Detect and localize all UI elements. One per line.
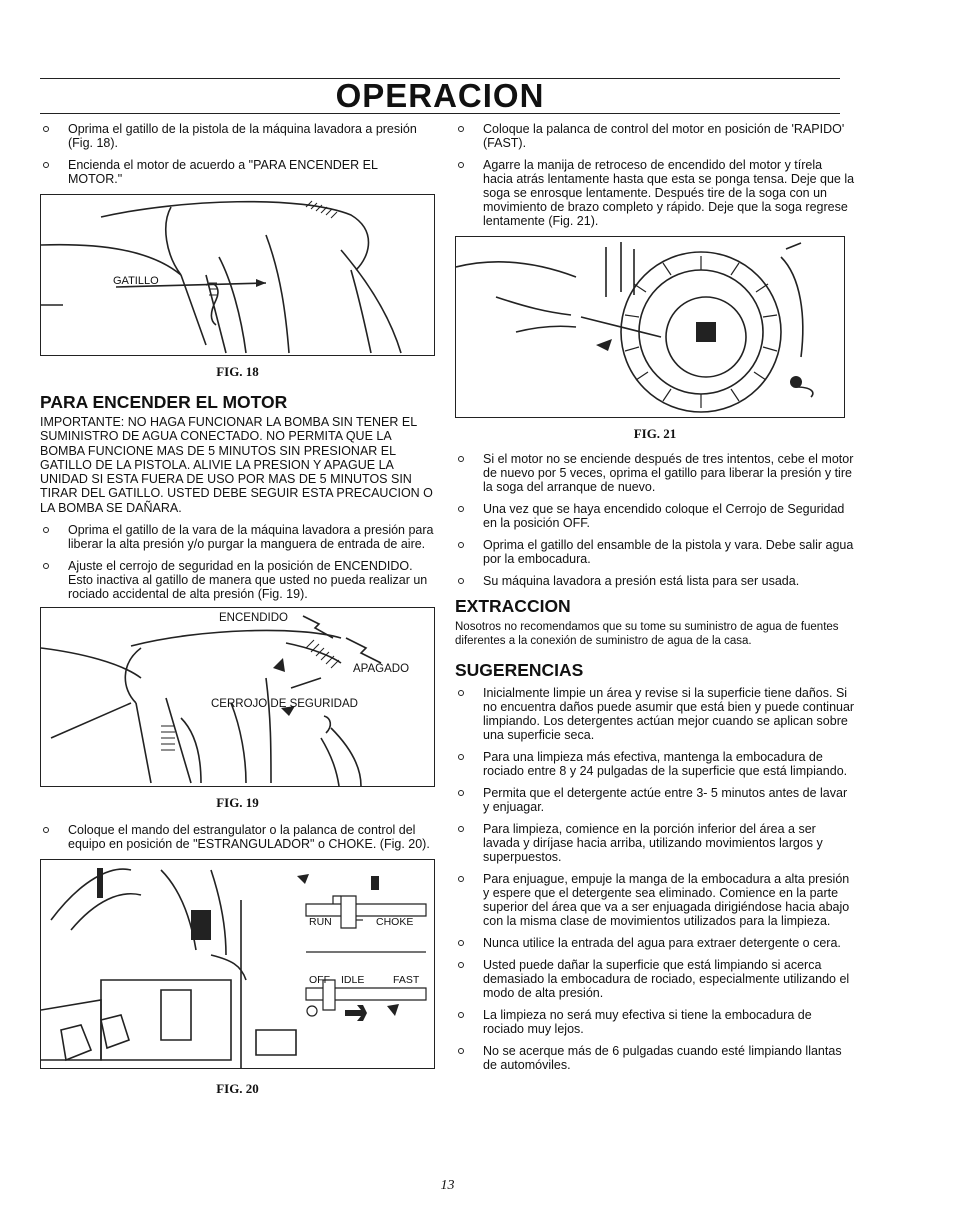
- run-label: RUN: [309, 916, 332, 929]
- trigger-label: GATILLO: [113, 275, 159, 287]
- list-item: Si el motor no se enciende después de tres intentos, cebe el motor de nuevo por 5 veces, oprima el gatillo para liberar la presión y tire la soga del arranque de nuevo.: [455, 452, 855, 494]
- start-engine-heading: PARA ENCENDER EL MOTOR: [40, 392, 288, 412]
- off-label: OFF: [309, 974, 330, 987]
- header-rule-bottom: [40, 113, 840, 114]
- list-item: Usted puede dañar la superficie que está limpiando si acerca demasiado la embocadura de rociado, especialmente utilizando el modo de alta presión.: [455, 958, 855, 1000]
- extraccion-heading: EXTRACCION: [455, 596, 571, 616]
- list-item: Coloque la palanca de control del motor en posición de 'RAPIDO' (FAST).: [455, 122, 855, 150]
- choke-list: [40, 823, 435, 851]
- on-position-label: ENCENDIDO: [219, 612, 289, 625]
- list-item: Oprima el gatillo del ensamble de la pistola y vara. Debe salir agua por la embocadura.: [455, 538, 855, 566]
- list-item: No se acerque más de 6 pulgadas cuando esté limpiando llantas de automóviles.: [455, 1044, 855, 1072]
- list-item: Permita que el detergente actúe entre 3- 5 minutos antes de lavar y enjuagar.: [455, 786, 855, 814]
- right-column: [455, 122, 855, 1080]
- list-item: Una vez que se haya encendido coloque el Cerrojo de Seguridad en la posición OFF.: [455, 502, 855, 530]
- figure-20: [40, 859, 435, 1069]
- start-engine-list: [40, 523, 435, 601]
- list-item: Coloque el mando del estrangulator o la palanca de control del equipo en posición de "ESTRANGULADOR" o CHOKE. (Fig. 20).: [40, 823, 435, 851]
- left-column: [40, 122, 435, 1097]
- list-item: Inicialmente limpie un área y revise si la superficie tiene daños. Si no encuentra daños puede asumir que está bien y puede continuar limpiando. Los detergentes actúan mejor cuando se aplican sobre una superficie seca.: [455, 686, 855, 742]
- important-warning: IMPORTANTE: NO HAGA FUNCIONAR LA BOMBA SIN TENER EL SUMINISTRO DE AGUA CONECTADO. NO PERMITA QUE LA BOMBA FUNCIONE MAS DE 5 MINUTOS SIN PRESIONAR EL GATILLO DE LA PISTOLA. ALIVIE LA PRESION Y APAGUE LA UNIDAD SI ESTA FUERA DE USO POR MAS DE 5 MINUTOS SIN TIRAR DEL GATILLO. USTED DEBE SEGUIR ESTA PRECAUCION O LA BOMBA SE DAÑARA.: [40, 415, 433, 515]
- sugerencias-heading: SUGERENCIAS: [455, 660, 584, 680]
- idle-label: IDLE: [341, 974, 365, 987]
- figure-21-caption: FIG. 21: [633, 426, 677, 441]
- list-item: Para una limpieza más efectiva, mantenga la embocadura de rociado entre 8 y 24 pulgadas de la superficie que está limpiando.: [455, 750, 855, 778]
- safety-lock-illustration: [41, 608, 434, 786]
- recoil-starter-illustration: [456, 237, 844, 417]
- list-item: Para limpieza, comience en la porción inferior del área a ser lavada y diríjase hacia arriba, utilizando movimientos largos y superpuestos.: [455, 822, 855, 864]
- choke-label: CHOKE: [376, 916, 414, 929]
- sugerencias-list: [455, 686, 855, 1072]
- after-start-list: [455, 452, 855, 588]
- list-item: Nunca utilice la entrada del agua para extraer detergente o cera.: [455, 936, 855, 950]
- list-item: Oprima el gatillo de la pistola de la máquina lavadora a presión (Fig. 18).: [40, 122, 435, 150]
- choke-control-illustration: [41, 860, 434, 1068]
- list-item: Su máquina lavadora a presión está lista para ser usada.: [455, 574, 855, 588]
- figure-19: [40, 607, 435, 787]
- extraccion-text: Nosotros no recomendamos que su tome su suministro de agua de fuentes diferentes a la conexión de suministro de agua de la casa.: [455, 621, 839, 647]
- list-item: Agarre la manija de retroceso de encendido del motor y tírela hacia atrás lentamente hasta que esta se ponga tensa. Deje que la soga se enrosque lentamente. Después tire de la soga con un movimiento de brazo completo y rápido. Deje que la soga regrese lentamente (Fig. 21).: [455, 158, 855, 228]
- page-title: OPERACION: [335, 77, 545, 114]
- figure-20-caption: FIG. 20: [216, 1081, 259, 1097]
- safety-lock-label: CERROJO DE SEGURIDAD: [211, 698, 358, 711]
- off-position-label: APAGADO: [353, 663, 410, 676]
- list-item: Encienda el motor de acuerdo a "PARA ENCENDER EL MOTOR.": [40, 158, 435, 186]
- list-item: La limpieza no será muy efectiva si tiene la embocadura de rociado muy lejos.: [455, 1008, 855, 1036]
- figure-19-caption: FIG. 19: [216, 795, 259, 811]
- list-item: Ajuste el cerrojo de seguridad en la posición de ENCENDIDO. Esto inactiva al gatillo de manera que usted no pueda realizar un rociado accidental de alta presión (Fig. 19).: [40, 559, 435, 601]
- figure-21: [455, 236, 845, 418]
- list-item: Para enjuague, empuje la manga de la embocadura a alta presión y espere que el detergente sea eliminado. Comience en la parte superior del área que va a ser enjuagada dirigiéndose hacia abajo con la misma clase de movimientos utilizados para la limpieza.: [455, 872, 855, 928]
- figure-18-caption: FIG. 18: [216, 364, 259, 379]
- spray-gun-trigger-illustration: [41, 195, 434, 355]
- figure-18: [40, 194, 435, 356]
- page-number: 13: [440, 1178, 455, 1193]
- left-intro-list: [40, 122, 435, 186]
- right-intro-list: [455, 122, 855, 228]
- list-item: Oprima el gatillo de la vara de la máquina lavadora a presión para liberar la alta presión y/o purgar la manguera de entrada de aire.: [40, 523, 435, 551]
- fast-label: FAST: [393, 974, 420, 987]
